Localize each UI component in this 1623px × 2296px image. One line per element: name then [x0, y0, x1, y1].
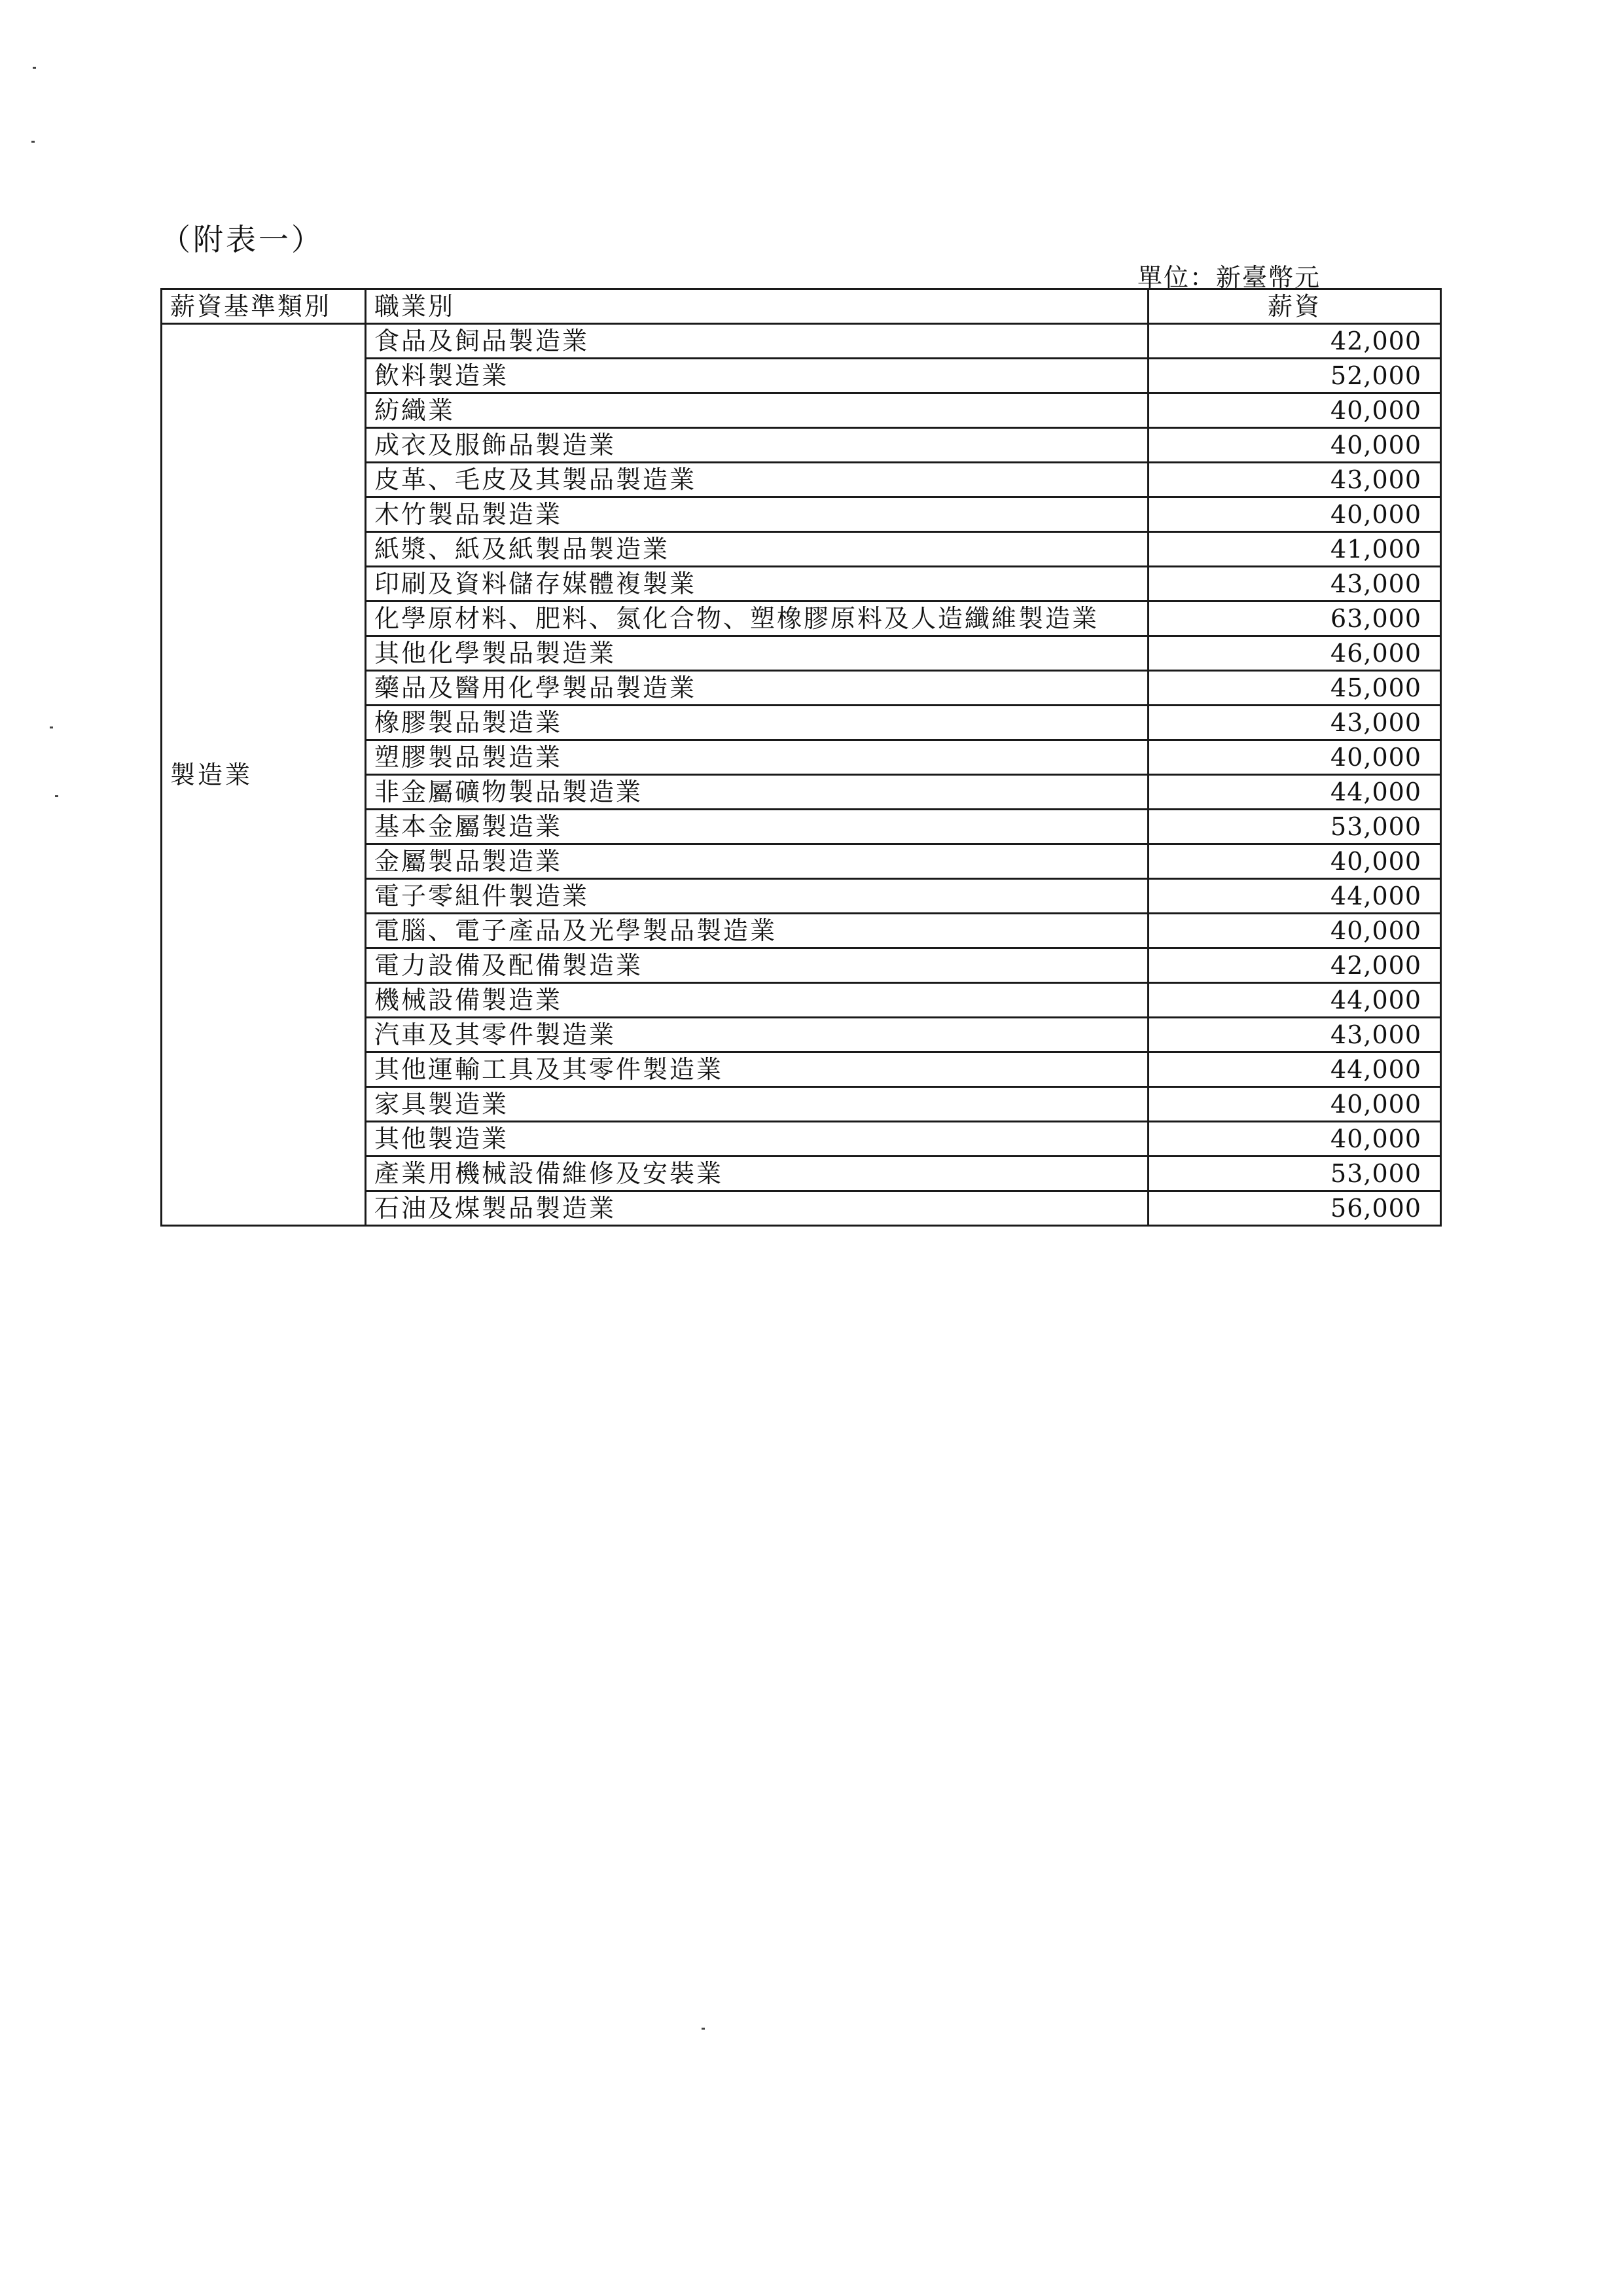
wage-cell: 43,000 — [1149, 567, 1441, 601]
occupation-cell: 其他製造業 — [366, 1122, 1149, 1157]
occupation-cell: 其他運輸工具及其零件製造業 — [366, 1052, 1149, 1087]
wage-cell: 40,000 — [1149, 1087, 1441, 1122]
wage-cell: 44,000 — [1149, 1052, 1441, 1087]
occupation-cell: 金屬製品製造業 — [366, 844, 1149, 879]
wage-cell: 43,000 — [1149, 463, 1441, 497]
wage-cell: 44,000 — [1149, 879, 1441, 914]
occupation-cell: 非金屬礦物製品製造業 — [366, 775, 1149, 810]
occupation-cell: 其他化學製品製造業 — [366, 636, 1149, 671]
wage-cell: 53,000 — [1149, 1157, 1441, 1191]
annex-label: （附表一） — [160, 222, 324, 257]
occupation-cell: 石油及煤製品製造業 — [366, 1191, 1149, 1226]
wage-cell: 45,000 — [1149, 671, 1441, 706]
wage-cell: 43,000 — [1149, 706, 1441, 740]
unit-label: 單位：新臺幣元 — [1137, 263, 1321, 292]
occupation-cell: 汽車及其零件製造業 — [366, 1018, 1149, 1052]
occupation-cell: 機械設備製造業 — [366, 983, 1149, 1018]
wage-cell: 40,000 — [1149, 914, 1441, 948]
occupation-cell: 藥品及醫用化學製品製造業 — [366, 671, 1149, 706]
occupation-cell: 成衣及服飾品製造業 — [366, 428, 1149, 463]
occupation-cell: 紡織業 — [366, 393, 1149, 428]
wage-cell: 63,000 — [1149, 601, 1441, 636]
scan-speck — [33, 67, 36, 69]
occupation-cell: 電腦、電子產品及光學製品製造業 — [366, 914, 1149, 948]
wage-cell: 52,000 — [1149, 359, 1441, 393]
wage-cell: 40,000 — [1149, 497, 1441, 532]
wage-cell: 41,000 — [1149, 532, 1441, 567]
wage-cell: 43,000 — [1149, 1018, 1441, 1052]
header-wage: 薪資 — [1149, 289, 1441, 324]
header-occupation: 職業別 — [366, 289, 1149, 324]
wage-cell: 44,000 — [1149, 983, 1441, 1018]
occupation-cell: 電子零組件製造業 — [366, 879, 1149, 914]
occupation-cell: 電力設備及配備製造業 — [366, 948, 1149, 983]
occupation-cell: 飲料製造業 — [366, 359, 1149, 393]
wage-cell: 42,000 — [1149, 948, 1441, 983]
table-header-row — [162, 289, 1441, 324]
occupation-cell: 食品及飼品製造業 — [366, 324, 1149, 359]
wage-cell: 40,000 — [1149, 740, 1441, 775]
occupation-cell: 皮革、毛皮及其製品製造業 — [366, 463, 1149, 497]
header-category: 薪資基準類別 — [162, 289, 366, 324]
occupation-cell: 紙漿、紙及紙製品製造業 — [366, 532, 1149, 567]
occupation-cell: 印刷及資料儲存媒體複製業 — [366, 567, 1149, 601]
occupation-cell: 化學原材料、肥料、氮化合物、塑橡膠原料及人造纖維製造業 — [366, 601, 1149, 636]
wage-cell: 46,000 — [1149, 636, 1441, 671]
scan-speck — [31, 141, 35, 143]
wage-cell: 44,000 — [1149, 775, 1441, 810]
scan-speck — [55, 795, 58, 797]
category-cell: 製造業 — [162, 324, 366, 1226]
occupation-cell: 家具製造業 — [366, 1087, 1149, 1122]
wage-cell: 40,000 — [1149, 1122, 1441, 1157]
occupation-cell: 塑膠製品製造業 — [366, 740, 1149, 775]
occupation-cell: 產業用機械設備維修及安裝業 — [366, 1157, 1149, 1191]
wage-table — [160, 288, 1442, 1227]
wage-cell: 40,000 — [1149, 844, 1441, 879]
wage-cell: 56,000 — [1149, 1191, 1441, 1226]
table-row — [162, 324, 1441, 359]
wage-cell: 53,000 — [1149, 810, 1441, 844]
scan-speck — [702, 2028, 705, 2030]
table-body — [162, 324, 1441, 1226]
wage-cell: 40,000 — [1149, 428, 1441, 463]
wage-cell: 40,000 — [1149, 393, 1441, 428]
scan-speck — [50, 726, 53, 728]
wage-cell: 42,000 — [1149, 324, 1441, 359]
occupation-cell: 基本金屬製造業 — [366, 810, 1149, 844]
occupation-cell: 木竹製品製造業 — [366, 497, 1149, 532]
occupation-cell: 橡膠製品製造業 — [366, 706, 1149, 740]
